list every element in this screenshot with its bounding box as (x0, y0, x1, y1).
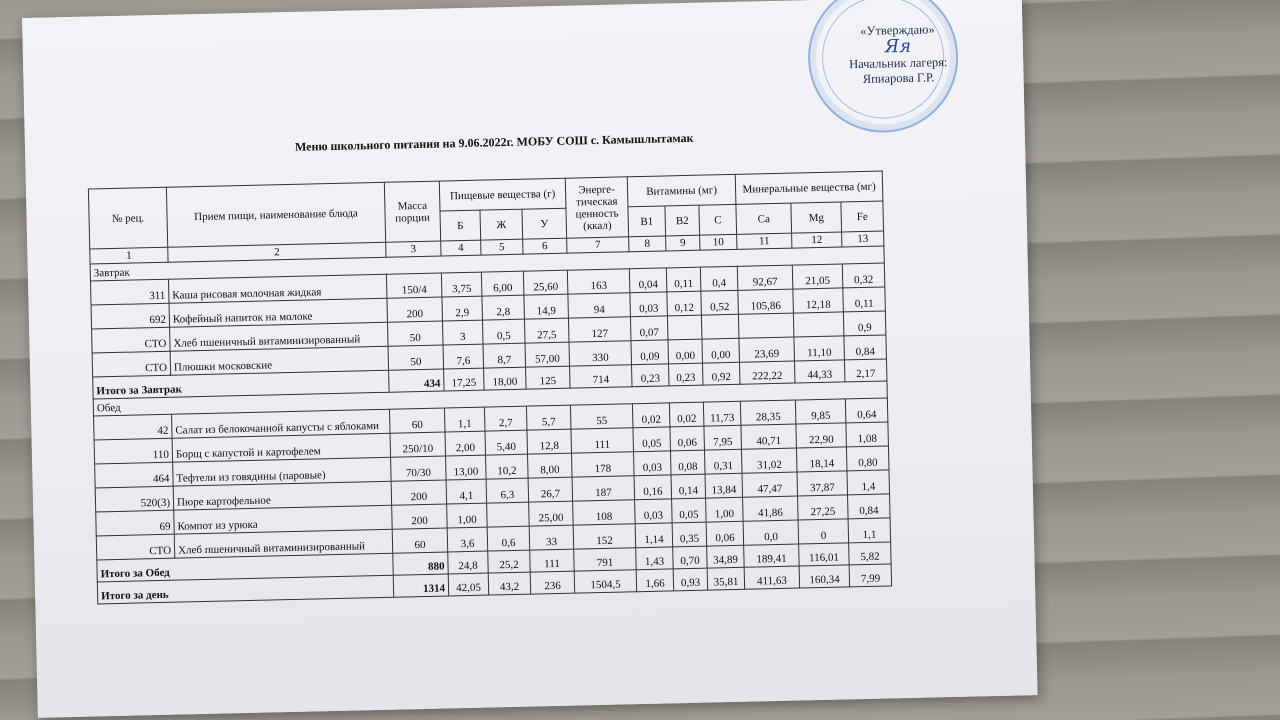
table-cell: 92,67 (737, 265, 793, 290)
total-label: Итого за день (97, 575, 393, 604)
dish-name-cell: Пюре картофельное (173, 481, 391, 510)
total-cell: 0,23 (632, 364, 669, 387)
table-cell: 0,08 (671, 450, 706, 475)
dish-name-cell: Борщ с капустой и картофелем (172, 433, 390, 462)
table-cell: 26,7 (528, 477, 573, 502)
table-cell: 187 (572, 476, 635, 501)
table-cell: 0,52 (701, 290, 739, 315)
table-cell: 6,3 (486, 478, 529, 503)
table-cell: 0,05 (672, 498, 707, 523)
table-cell: 692 (91, 303, 170, 329)
menu-table (88, 171, 892, 605)
header-energy: Энерге-тическая ценность (ккал) (565, 177, 628, 238)
column-number-cell: 5 (481, 239, 523, 255)
total-cell: 236 (530, 571, 575, 594)
table-cell: 11,10 (794, 336, 845, 361)
table-cell: 105,86 (738, 289, 794, 314)
table-cell (487, 502, 530, 527)
table-cell: 163 (567, 269, 630, 294)
menu-document-sheet (22, 0, 1038, 718)
table-cell: 0,0 (743, 520, 799, 545)
table-cell: 0,6 (487, 526, 530, 551)
header-c: C (699, 204, 737, 235)
total-cell: 111 (530, 549, 575, 572)
table-cell: 0,32 (842, 263, 885, 288)
section-label: Обед (93, 381, 887, 416)
table-cell: 0,06 (706, 521, 744, 546)
table-cell: 0,03 (635, 499, 673, 524)
table-cell: 8,7 (483, 343, 526, 368)
total-cell: 24,8 (448, 551, 488, 574)
table-cell: 200 (391, 480, 447, 505)
approval-name: Япиарова Г.Р. (862, 70, 935, 86)
table-cell: 0,00 (702, 338, 740, 363)
table-cell: 1,4 (847, 470, 890, 495)
table-cell: 0,09 (631, 340, 669, 365)
table-cell: 0,06 (670, 426, 705, 451)
column-number-cell: 1 (90, 247, 168, 264)
table-cell: 70/30 (391, 456, 447, 481)
total-label: Итого за Завтрак (93, 370, 389, 399)
table-cell: СТО (96, 534, 175, 560)
total-cell: 44,33 (795, 360, 845, 383)
table-cell: 152 (573, 524, 636, 549)
total-cell: 0,93 (673, 568, 707, 591)
table-cell: 0,03 (630, 292, 668, 317)
table-cell (667, 315, 702, 340)
table-cell: 31,02 (742, 448, 798, 473)
table-cell: СТО (92, 327, 171, 353)
table-cell: 0,04 (629, 268, 667, 293)
header-b2: B2 (665, 205, 700, 236)
total-cell: 791 (574, 548, 636, 571)
column-number-cell: 6 (523, 238, 567, 254)
table-cell: 60 (389, 408, 445, 433)
table-cell: 7,6 (443, 344, 484, 369)
table-cell (738, 313, 794, 338)
total-cell: 189,41 (744, 544, 799, 567)
column-number-cell: 3 (386, 241, 441, 257)
table-cell: 330 (569, 341, 632, 366)
total-cell: 0,23 (669, 363, 703, 386)
total-cell: 34,89 (707, 545, 745, 568)
table-cell: 25,00 (529, 501, 574, 526)
table-cell: 21,05 (792, 264, 843, 289)
table-cell: 27,25 (798, 495, 849, 520)
dish-name-cell: Компот из урюка (174, 505, 392, 534)
table-cell: 0,02 (669, 402, 704, 427)
table-cell: 111 (571, 428, 634, 453)
header-fat: Ж (480, 209, 523, 240)
table-cell: 18,14 (797, 447, 848, 472)
dish-name-cell: Каша рисовая молочная жидкая (168, 274, 386, 303)
total-cell: 0,92 (703, 362, 741, 385)
table-cell: 178 (572, 452, 635, 477)
table-cell: 5,40 (485, 430, 528, 455)
table-cell: 0 (798, 519, 849, 544)
column-number-cell: 8 (629, 236, 666, 252)
table-cell: 150/4 (386, 273, 442, 298)
total-label: Итого за Обед (97, 553, 393, 582)
column-number-cell: 4 (441, 240, 481, 256)
header-nutrients: Пищевые вещества (г) (439, 178, 566, 211)
column-number-cell: 9 (666, 235, 700, 251)
total-cell: 880 (393, 552, 448, 575)
table-cell: 27,5 (524, 318, 569, 343)
column-number-cell: 13 (842, 231, 884, 247)
header-minerals: Минеральные вещества (мг) (735, 171, 883, 204)
table-cell: 2,8 (482, 295, 525, 320)
table-cell: 0,12 (667, 291, 702, 316)
table-cell: 14,9 (524, 294, 569, 319)
approval-block (822, 21, 973, 87)
total-cell: 411,63 (744, 566, 799, 589)
table-cell: 0,5 (482, 319, 525, 344)
total-cell: 222,22 (740, 361, 795, 384)
total-cell: 1314 (393, 574, 448, 597)
table-cell: 0,11 (843, 287, 886, 312)
dish-name-cell: Кофейный напиток на молоке (169, 298, 387, 327)
table-cell (793, 312, 844, 337)
column-number-cell: 2 (168, 242, 386, 262)
column-number-cell: 10 (700, 234, 737, 250)
total-cell: 160,34 (799, 565, 849, 588)
table-cell: 250/10 (390, 432, 446, 457)
total-cell: 42,05 (448, 573, 488, 596)
document-title: Меню школьного питания на 9.06.2022г. МОБУ СОШ с. Камышлытамак (294, 130, 694, 154)
table-cell: 5,7 (526, 405, 571, 430)
table-cell: 40,71 (741, 424, 797, 449)
dish-name-cell: Салат из белокочанной капусты с яблоками (172, 409, 390, 438)
table-cell: 311 (90, 279, 169, 305)
column-number-cell: 12 (792, 232, 842, 248)
table-cell: 0,35 (672, 522, 707, 547)
table-cell: 94 (568, 293, 631, 318)
table-cell: 69 (96, 510, 175, 536)
table-cell: 7,95 (704, 425, 742, 450)
approval-header: «Утверждаю» (860, 22, 935, 38)
table-cell: 50 (388, 345, 444, 370)
table-cell: 33 (529, 525, 574, 550)
total-cell: 1,66 (636, 569, 673, 592)
table-cell: 60 (392, 528, 448, 553)
header-mg: Mg (791, 202, 842, 233)
total-cell: 0,70 (673, 546, 707, 569)
total-cell: 714 (570, 365, 632, 388)
table-cell: 464 (95, 462, 174, 488)
table-cell: 37,87 (797, 471, 848, 496)
table-cell: 22,90 (796, 423, 847, 448)
table-cell: 0,07 (630, 316, 668, 341)
table-cell: 23,69 (739, 337, 795, 362)
header-carbs: У (522, 208, 567, 239)
table-cell: 0,14 (671, 474, 706, 499)
table-cell: 0,03 (634, 451, 672, 476)
table-cell: 0,4 (700, 266, 738, 291)
table-cell: 2,9 (442, 296, 483, 321)
table-cell: 50 (387, 321, 443, 346)
table-cell: 0,11 (666, 267, 701, 292)
table-cell: 57,00 (525, 342, 570, 367)
table-cell: 13,84 (705, 473, 743, 498)
table-cell: 200 (387, 297, 443, 322)
table-cell: 3,6 (447, 527, 488, 552)
table-cell: 1,08 (846, 422, 889, 447)
table-cell: 1,1 (848, 518, 891, 543)
table-cell (701, 314, 739, 339)
table-cell: 0,16 (634, 475, 672, 500)
dish-name-cell: Тефтели из говядины (паровые) (173, 457, 391, 486)
table-cell: 4,1 (446, 479, 487, 504)
total-cell: 434 (389, 369, 444, 392)
table-cell: 1,00 (706, 497, 744, 522)
table-cell: 1,00 (447, 503, 488, 528)
header-vitamins: Витамины (мг) (627, 174, 736, 206)
table-cell: 0,64 (845, 398, 888, 423)
total-cell: 125 (526, 366, 571, 389)
total-cell: 1504,5 (574, 570, 636, 593)
table-cell: 3 (442, 320, 483, 345)
total-cell: 1,43 (636, 547, 673, 570)
total-cell: 35,81 (707, 567, 745, 590)
table-cell: 42 (94, 414, 173, 440)
approval-position: Начальник лагеря: (848, 55, 948, 72)
table-cell: 0,84 (844, 335, 887, 360)
column-number-cell: 11 (737, 233, 792, 249)
header-protein: Б (440, 210, 481, 241)
table-cell: 9,85 (795, 399, 846, 424)
table-cell: 2,7 (484, 406, 527, 431)
table-cell: 1,14 (635, 523, 673, 548)
total-cell: 7,99 (849, 564, 892, 587)
header-fe: Fe (841, 201, 884, 232)
table-cell: СТО (92, 351, 171, 377)
total-cell: 17,25 (444, 368, 484, 391)
table-cell: 10,2 (486, 454, 529, 479)
total-cell: 2,17 (845, 359, 888, 382)
dish-name-cell: Плюшки московские (170, 346, 388, 375)
table-cell: 47,47 (742, 472, 798, 497)
dish-name-cell: Хлеб пшеничный витаминизированный (174, 529, 392, 558)
table-cell: 0,02 (632, 403, 670, 428)
table-cell: 12,8 (527, 429, 572, 454)
table-cell: 200 (392, 504, 448, 529)
header-portion-mass: Масса порции (384, 181, 440, 242)
table-cell: 0,00 (668, 339, 703, 364)
table-cell: 12,18 (793, 288, 844, 313)
table-cell: 41,86 (743, 496, 799, 521)
total-cell: 5,82 (849, 542, 892, 565)
table-cell: 520(3) (95, 486, 174, 512)
section-label: Завтрак (90, 246, 884, 281)
table-cell: 8,00 (528, 453, 573, 478)
table-cell: 127 (568, 317, 631, 342)
table-cell: 55 (570, 404, 633, 429)
header-ca: Ca (736, 203, 792, 234)
total-cell: 18,00 (484, 367, 526, 390)
table-cell: 0,84 (848, 494, 891, 519)
table-cell: 1,1 (444, 407, 485, 432)
table-cell: 0,05 (633, 427, 671, 452)
table-cell: 0,31 (705, 449, 743, 474)
table-cell: 13,00 (446, 455, 487, 480)
table-cell: 2,00 (445, 431, 486, 456)
table-cell: 25,60 (523, 270, 568, 295)
table-cell: 0,80 (846, 446, 889, 471)
table-cell: 6,00 (481, 271, 524, 296)
header-recipe-number: № рец. (88, 187, 167, 249)
table-cell: 28,35 (740, 400, 796, 425)
dish-name-cell: Хлеб пшеничный витаминизированный (170, 322, 388, 351)
table-cell: 110 (94, 438, 173, 464)
total-cell: 116,01 (799, 543, 849, 566)
table-cell: 108 (573, 500, 636, 525)
approval-signature: Яя (884, 35, 912, 58)
table-cell: 3,75 (441, 272, 482, 297)
column-number-cell: 7 (567, 237, 629, 253)
header-b1: B1 (628, 206, 666, 237)
total-cell: 25,2 (488, 550, 530, 573)
header-meal-name: Прием пищи, наименование блюда (166, 182, 385, 247)
total-cell: 43,2 (488, 572, 530, 595)
table-cell: 11,73 (703, 401, 741, 426)
table-cell: 0,9 (843, 311, 886, 336)
